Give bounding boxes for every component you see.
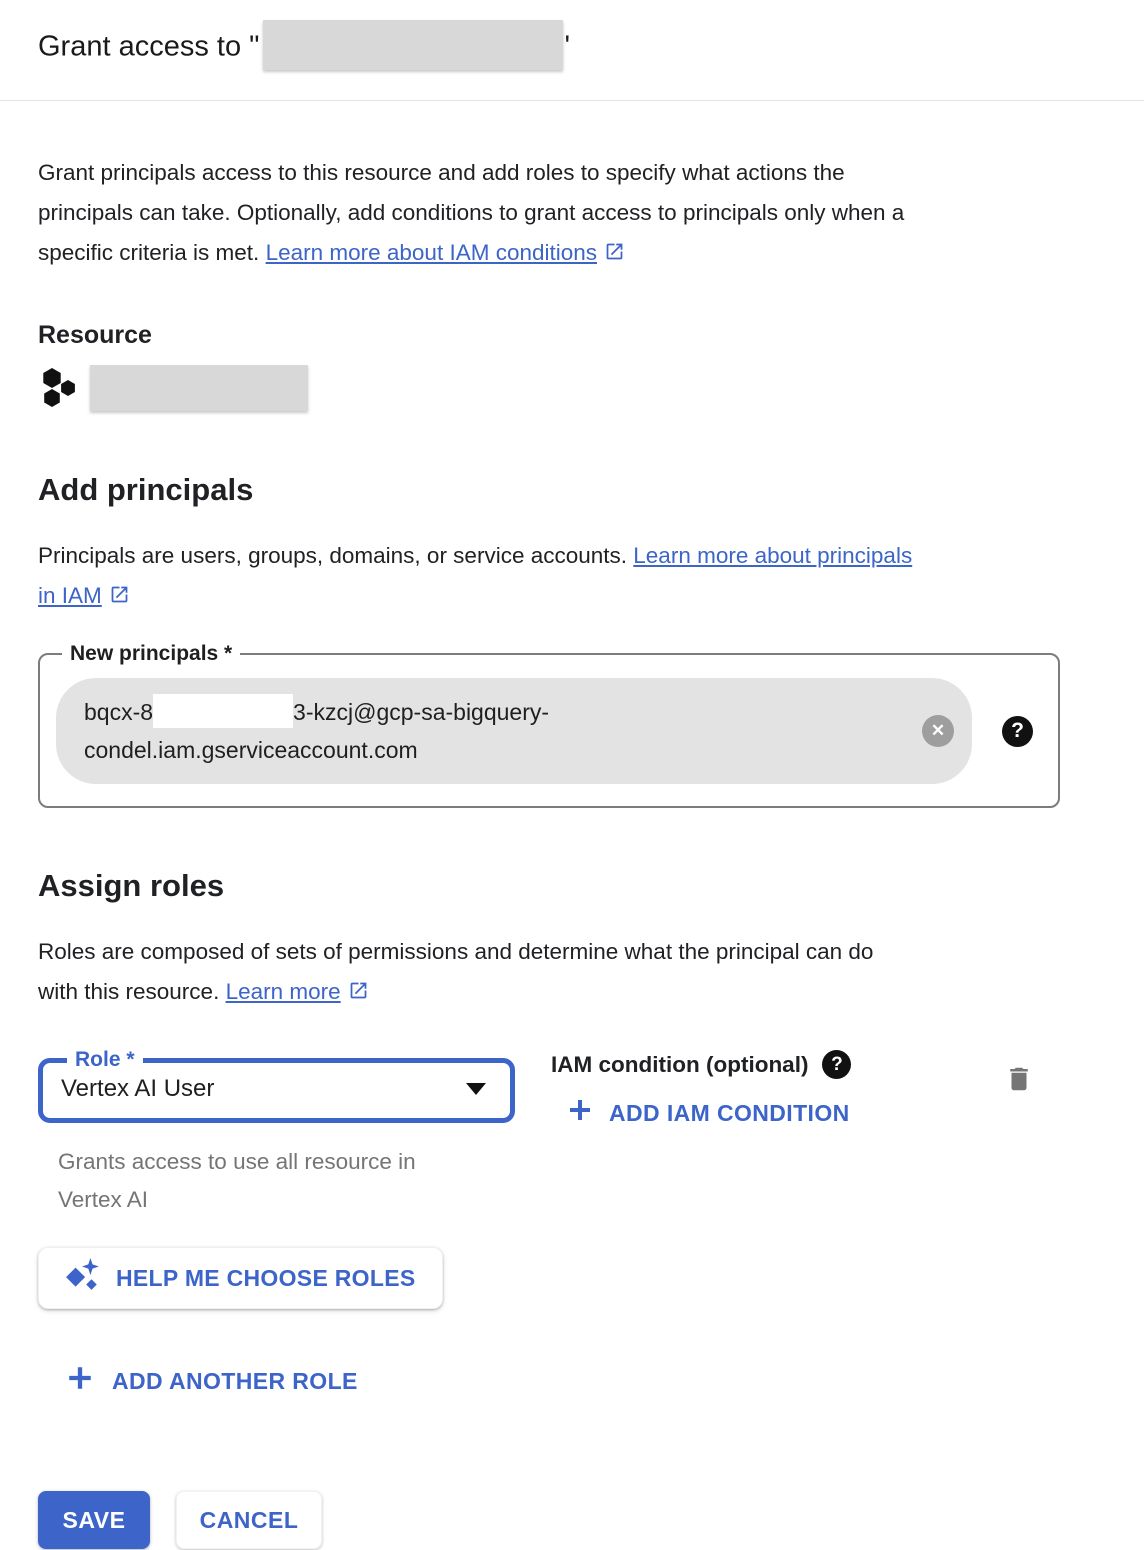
principal-email-part: condel.iam.gserviceaccount.com <box>84 737 418 763</box>
redacted-resource-name <box>263 20 563 70</box>
role-dropdown[interactable] <box>38 1048 515 1123</box>
learn-more-roles-link[interactable]: Learn more <box>225 979 341 1004</box>
principal-email-part: bqcx-8 <box>84 699 154 725</box>
principals-description: Principals are users, groups, domains, or service accounts. <box>38 543 628 568</box>
roles-description-line: with this resource. <box>38 979 220 1004</box>
new-principals-field[interactable] <box>38 642 1060 808</box>
assign-roles-paragraph <box>38 932 1106 1014</box>
principal-chip[interactable] <box>56 678 972 784</box>
iam-condition-help-icon[interactable]: ? <box>822 1050 851 1079</box>
role-selected-value: Vertex AI User <box>61 1075 215 1102</box>
chevron-down-icon <box>466 1083 486 1095</box>
external-link-icon <box>348 974 369 1014</box>
assign-roles-heading: Assign roles <box>38 868 225 903</box>
redacted-resource-value <box>90 365 308 411</box>
intro-paragraph <box>38 153 1106 275</box>
new-principals-label: New principals * <box>70 642 233 665</box>
external-link-icon <box>109 578 130 618</box>
help-me-choose-roles-button[interactable]: HELP ME CHOOSE ROLES <box>38 1247 443 1309</box>
intro-line: principals can take. Optionally, add conditions to grant access to principals only when a <box>38 200 905 225</box>
role-select[interactable] <box>61 1072 492 1106</box>
resource-section-label: Resource <box>38 321 152 349</box>
role-assignment-row <box>38 1048 1106 1129</box>
add-principals-heading: Add principals <box>38 472 254 507</box>
add-iam-condition-button[interactable]: ADD IAM CONDITION <box>551 1097 851 1129</box>
intro-line: specific criteria is met. <box>38 240 260 265</box>
cancel-button[interactable]: CANCEL <box>176 1491 322 1549</box>
sparkle-icon <box>65 1257 101 1299</box>
principal-email-part: 3-kzcj@gcp-sa-bigquery- <box>293 699 550 725</box>
resource-row <box>38 364 1106 412</box>
add-another-role-button[interactable]: ADD ANOTHER ROLE <box>60 1363 364 1399</box>
learn-more-principals-link[interactable]: Learn more about principals in IAM <box>38 543 913 608</box>
trash-icon <box>1004 1084 1034 1099</box>
intro-line: Grant principals access to this resource and add roles to specify what actions the <box>38 160 845 185</box>
dialog-header <box>0 0 1144 101</box>
redacted-email-segment <box>153 694 293 728</box>
save-button[interactable]: SAVE <box>38 1491 150 1549</box>
dialog-actions <box>38 1491 1106 1549</box>
plus-icon <box>66 1364 94 1398</box>
delete-role-button[interactable] <box>1004 1062 1034 1099</box>
plus-icon <box>567 1097 593 1129</box>
external-link-icon <box>604 235 625 275</box>
principals-help-icon[interactable]: ? <box>1002 716 1033 747</box>
iam-condition-column <box>551 1048 851 1129</box>
roles-description-line: Roles are composed of sets of permissions and determine what the principal can do <box>38 939 874 964</box>
remove-principal-icon[interactable]: ✕ <box>922 715 954 747</box>
page-title: Grant access to " ' <box>38 20 1106 76</box>
resource-hexagons-icon <box>38 364 82 412</box>
add-principals-paragraph <box>38 536 1106 618</box>
role-label: Role * <box>75 1048 135 1071</box>
role-helper-text: Grants access to use all resource in Vertex AI <box>58 1149 416 1212</box>
iam-condition-label: IAM condition (optional) <box>551 1051 809 1077</box>
learn-more-iam-conditions-link[interactable]: Learn more about IAM conditions <box>265 240 598 265</box>
